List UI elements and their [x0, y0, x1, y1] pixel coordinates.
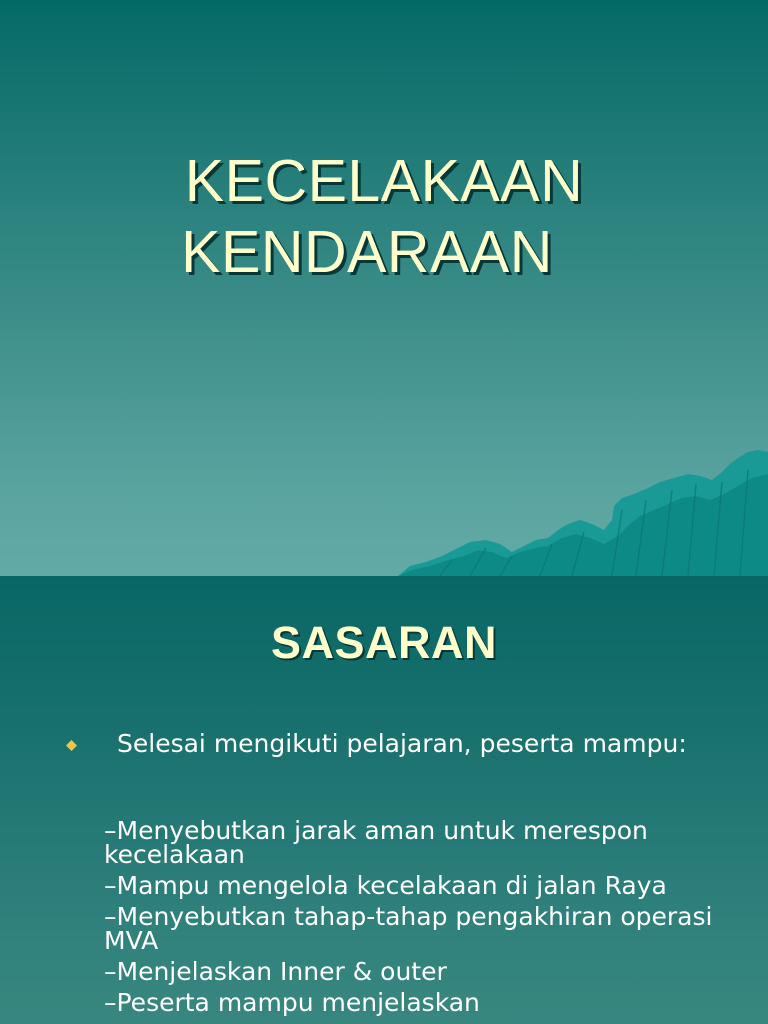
- objective-item: –Menyebutkan tahap-tahap pengakhiran operasi MVA: [104, 902, 713, 955]
- objective-item: –Menjelaskan Inner & outer: [104, 957, 447, 986]
- diamond-bullet-icon: [66, 740, 77, 751]
- objective-list: [104, 816, 744, 1022]
- bullet-text: Selesai mengikuti pelajaran, peserta mampu:: [117, 729, 687, 758]
- title-line-2: KENDARAAN: [181, 218, 553, 285]
- slide-objectives: [0, 576, 768, 1024]
- objective-item: –Mampu mengelola kecelakaan di jalan Raya: [104, 871, 667, 900]
- slide-1-title: [0, 146, 768, 288]
- objective-item: –Peserta mampu menjelaskan: [104, 988, 480, 1017]
- title-line-1: KECELAKAAN: [184, 148, 584, 214]
- objective-item: –Menyebutkan jarak aman untuk merespon kecelakaan: [104, 816, 648, 869]
- slide-2-title: SASARAN: [270, 617, 498, 668]
